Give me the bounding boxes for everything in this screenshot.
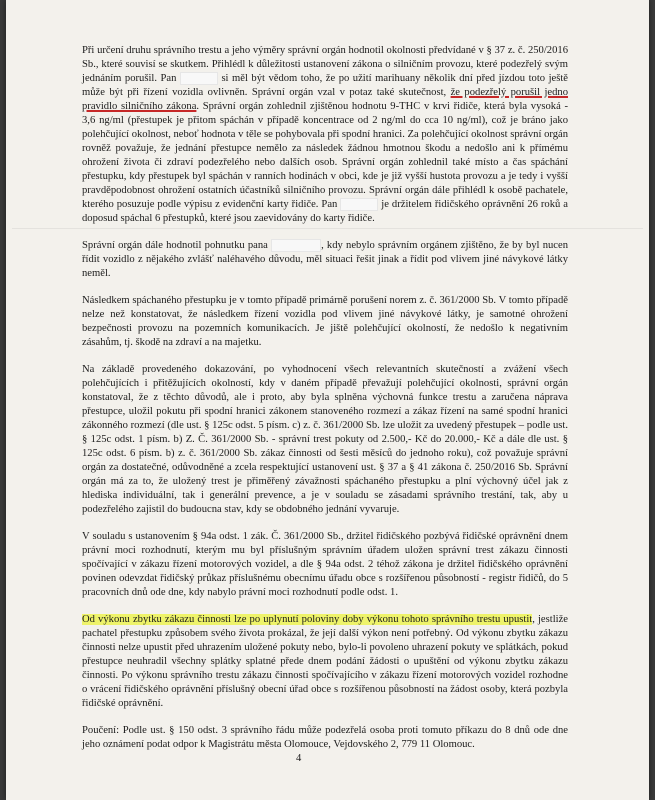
paragraph-sentence-determination: Při určení druhu správního trestu a jeho výměry správní orgán hodnotil okolnosti předvídané v § 37 z. č. 250/2016 Sb., které souvisí se skutkem. Přihlédl k důležitosti ustanovení zákona o silničním provozu, které podezřelý svým jednáním porušil. Pan si měl být vědom toho, že po užití marihuany několik dní před jízdou toto ještě může být při řízení vozidla ovlivněn. Správní orgán vzal v potaz také skutečnost, že podezřelý porušil jedno pravidlo silničního zákona. Správní orgán zohlednil zjištěnou hodnotu 9-THC v krvi řidiče, která byla vysoká - 3,6 ng/ml (přestupek je přitom spáchán v případě koncentrace od 2 ng/ml do cca 10 ng/ml), což je bráno jako polehčující okolnost, neboť hodnota v těle se pohybovala při spodní hranici. Za polehčující okolnost správní orgán rovněž považuje, že jednání přestupce nemělo za následek žádnou hmotnou škodu a nedošlo ani k přímému ohrožení života či zdraví podezřelého nebo dalších osob. Správní orgán zohlednil také místo a čas spáchání přestupku, kdy přestupek byl spáchán v ranních hodinách v obci, kde je již vyšší hustota provozu a je tedy i vyšší pravděpodobnost ohrožení ostatních účastníků silničního provozu. Správní orgán dále přihlédl k osobě pachatele, kterého posuzuje podle výpisu z evidenční karty řidiče. Pan je držitelem řidičského oprávnění 26 roků a doposud spáchal 6 přestupků, které jsou zaevidovány do karty řidiče. [82, 45, 569, 224]
paragraph-consequence: Následkem spáchaného přestupku je v tomto případě primárně porušení norem z. č. 361/2000 Sb. V tomto případě nelze než konstatovat, že následkem řízení vozidla pod vlivem jiné návykové látky, je samotné ohrožení bezpečnosti provozu na pozemních komunikacích. Je jiště polehčující okolností, že nedošlo k negativním zásahům, tj. škodě na zdraví a na majetku. [82, 295, 568, 348]
highlighted-phrase: Od výkonu zbytku zákazu činnosti lze po uplynutí poloviny doby výkonu tohoto správního trestu upustit [82, 614, 533, 625]
paragraph-motive: Správní orgán dále hodnotil pohnutku pana , kdy nebylo správním orgánem zjištěno, že by byl nucen řídit vozidlo z nějakého zvlášť naléhavého důvodu, měl situaci řešit jinak a řídit pod vlivem jiné návykové látky neměl. [82, 240, 568, 279]
paragraph-license-surrender: V souladu s ustanovením § 94a odst. 1 zák. Č. 361/2000 Sb., držitel řidičského pozbývá řidičské oprávnění dnem právní moci rozhodnutí, kterým mu byl příslušným správním úřadem uložen správní trest zákazu činnosti spočívající v zákazu řízení motorových vozidel, a dle § 94a odst. 2 téhož zákona je držitel řidičského oprávnění povinen odevzdat řidičský průkaz příslušnému obecnímu úřadu obce s rozšířenou působností - registr řidičů, do 5 pracovních dnů ode dne, kdy nabylo právní moci rozhodnutí podle odst. 1. [82, 531, 568, 598]
underlined-phrase: že podezřelý porušil jedno pravidlo silničního zákona [82, 87, 569, 112]
paragraph-remission: Od výkonu zbytku zákazu činnosti lze po uplynutí poloviny doby výkonu tohoto správního trestu upustit, jestliže pachatel přestupku způsobem svého života prokázal, že její další výkon není potřebný. Od výkonu zbytku zákazu činnosti nelze upustit před uhrazením uložené pokuty nebo, bylo-li povoleno uhrazení pokuty ve splátkách, pokud přestupce neuhradil všechny splátky splatné přede dnem podání žádosti o upuštění od výkonu zbytku zákazu činnosti. Po výkonu správního trestu zákazu činnosti spočívajícího v zákazu řízení motorových vozidel rozhodne o vrácení řidičského oprávnění příslušný obecní úřad obce s rozšířenou působností na žádost osoby, která pozbyla řidičské oprávnění. [82, 614, 568, 709]
document-page [6, 0, 649, 800]
paragraph-evidence-evaluation: Na základě provedeného dokazování, po vyhodnocení všech relevantních skutečností a zvážení všech polehčujících i přitěžujících okolností, kdy v daném případě převažují polehčující okolnosti, správní orgán konstatoval, že z těchto důvodů, ale i proto, aby byla splněna výchovná funkce trestu a zaručena náprava přestupce, uložil pokutu při spodní hranici zákonem stanoveného rozmezí a zákaz řízení na samé spodní hranici zákonného rozmezí (dle ust. § 125c odst. 5 písm. c) z. č. 361/2000 Sb. lze uložit za uvedený přestupek – podle ust. § 125c odst. 1 písm. b) Z. Č. 361/2000 Sb. - správní trest pokuty od 2.500,- Kč do 20.000,- Kč a dále dle ust. § 125c odst. 6 písm. b) z. č. 361/2000 Sb. zákaz činnosti od šesti měsíců do jednoho roku), což považuje správní orgán za dostatečné, odůvodněné a zcela respektující ustanovení ust. § 37 a § 41 zákona č. 250/2016 Sb. Správní orgán má za to, že uložený trest je přiměřený závažnosti spáchaného přestupku a plní výchovný účel jak z hlediska individuální, tak i generální prevence, a je v souladu se zásadami správního trestání, tak, aby u podezřelého zajistil do budoucna stav, kdy se obdobného jednání vyvaruje. [82, 364, 568, 515]
redacted-name [340, 198, 378, 211]
page-number: 4 [296, 753, 302, 764]
document-body [82, 44, 568, 765]
paragraph-instruction: Poučení: Podle ust. § 150 odst. 3 správního řádu může podezřelá osoba proti tomuto příkazu do 8 dnů ode dne jeho oznámení podat odpor k Magistrátu města Olomouce, Vejdovského 2, 779 11 Olomouc. [82, 725, 568, 750]
redacted-name [271, 239, 321, 252]
redacted-name [180, 72, 218, 85]
